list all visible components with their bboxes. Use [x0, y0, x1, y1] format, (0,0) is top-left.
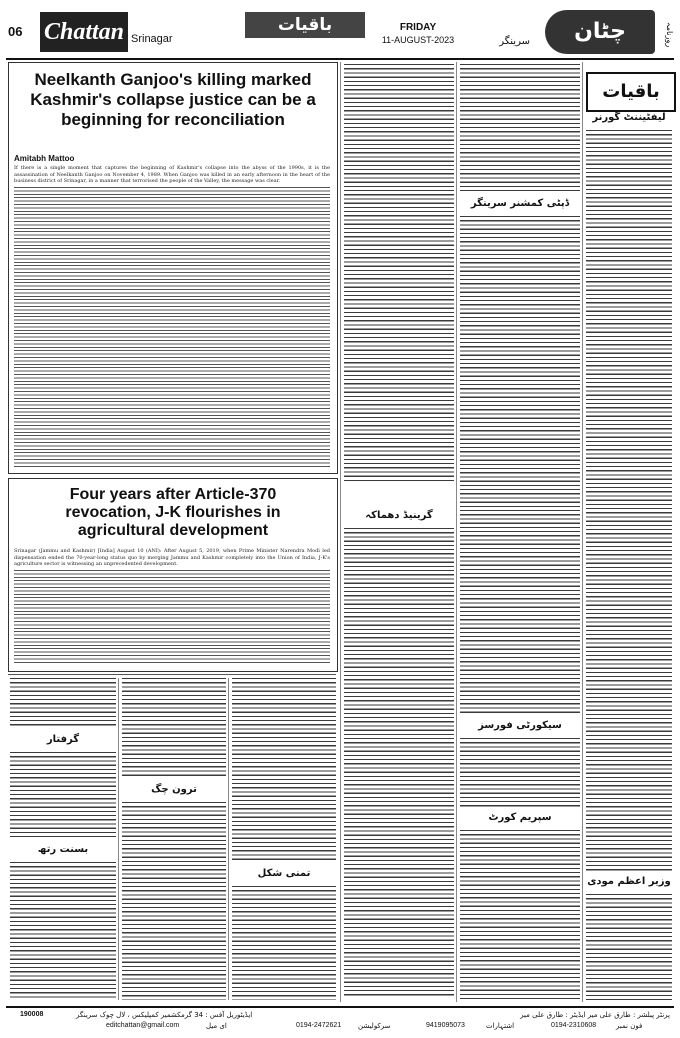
article-lead-neelkanth: If there is a single moment that captures the beginning of Kashmir's collapse into the abyss of the 1990s, it is the assassination of Neelkanth Ganjoo on November 4, 1989. When Ganjoo was killed in an early afternoon in the heart of the business district of Srinagar, in a manner that terrorised the people of the Valley, the message was clear. — [14, 165, 330, 185]
urdu-text-block — [344, 528, 454, 998]
footer-bar — [6, 1006, 674, 1034]
page-number: 06 — [8, 24, 23, 39]
footer-address: ایڈیٹوریل آفس : 34 گرمکشمیر کمپلیکس ، لال چوک سرینگر — [76, 1011, 253, 1019]
subhead-tamni-shakal: تمنی شکل — [257, 868, 311, 879]
urdu-text-block — [10, 678, 116, 728]
urdu-text-block — [460, 216, 580, 716]
headline-article370: Four years after Article-370 revocation, J-K flourishes in agricultural development — [65, 486, 281, 539]
logo-english: Chattan — [40, 12, 128, 52]
section-title: باقیات — [245, 12, 365, 38]
footer-phone-label: فون نمبر — [616, 1022, 643, 1030]
urdu-text-block — [232, 678, 336, 863]
column-rule — [340, 62, 341, 1002]
footer-ads-label: اشتہارات — [486, 1022, 515, 1030]
column-rule — [118, 678, 119, 1000]
daily-label-urdu: روزنامہ — [665, 22, 674, 48]
urdu-text-block — [344, 64, 454, 484]
urdu-text-block — [10, 752, 116, 838]
urdu-text-block — [586, 894, 672, 1000]
section-rule — [8, 674, 336, 675]
sidebar-title-baqiyat: باقیات — [586, 72, 676, 112]
city-urdu: سرینگر — [499, 36, 530, 47]
urdu-text-block — [122, 802, 226, 1000]
article-body-neelkanth — [14, 187, 330, 467]
footer-email-label: ای میل — [206, 1022, 227, 1030]
subhead-supreme-court: سپریم کورٹ — [488, 812, 552, 823]
city-english: Srinagar — [131, 33, 173, 45]
footer-phone-1: 0194-2310608 — [551, 1022, 597, 1029]
day-label: FRIDAY — [399, 22, 437, 33]
footer-email[interactable]: editchattan@gmail.com — [106, 1022, 180, 1029]
column-rule — [456, 62, 457, 1002]
column-rule — [582, 62, 583, 1002]
headline-neelkanth: Neelkanth Ganjoo's killing marked Kashmir's collapse justice can be a beginning for reconciliation — [30, 70, 316, 129]
urdu-text-block — [460, 830, 580, 1000]
subhead-giraftar: گرفتار — [46, 734, 80, 745]
subhead-security-forces: سیکورٹی فورسز — [478, 720, 562, 731]
urdu-text-block — [586, 130, 672, 872]
column-rule — [228, 678, 229, 1000]
urdu-text-block — [122, 678, 226, 778]
footer-pin: 190008 — [20, 1011, 44, 1018]
footer-phone-2: 9419095073 — [426, 1022, 465, 1029]
subhead-dc-srinagar: ڈپٹی کمشنر سرینگر — [470, 198, 570, 209]
urdu-text-block — [10, 862, 116, 1000]
urdu-text-block — [232, 886, 336, 1000]
article-body-article370 — [14, 570, 330, 665]
footer-printer: پرنٹر پبلشر : طارق علی میر ایڈیٹر : طارق علی میر — [520, 1011, 670, 1019]
byline-neelkanth: Amitabh Mattoo — [14, 154, 75, 163]
subhead-grenade: گرینیڈ دھماکہ — [365, 510, 433, 521]
urdu-text-block — [460, 64, 580, 194]
subhead-tarun-chugh: ترون چگ — [151, 784, 197, 795]
footer-phone-3: 0194-2472621 — [296, 1022, 342, 1029]
subhead-pm-modi: وزیر اعظم مودی — [587, 876, 671, 887]
urdu-text-block — [460, 738, 580, 808]
logo-urdu: چٹان — [545, 10, 655, 54]
article-lead-article370: Srinagar (Jammu and Kashmir) [India] August 10 (ANI): After August 5, 2019, when Prime Minister Narendra Modi led dispensation ended the 70-year-long status quo by merging Jammu and Kashmir completely into the Union of India, J-K's agriculture sector is witnessing an unprecedented development. — [14, 548, 330, 568]
subhead-lt-governor: لیفٹیننٹ گورنر — [592, 112, 666, 123]
footer-office-label: سرکولیشن — [358, 1022, 391, 1030]
subhead-basant-rath: بسنت رتھ — [37, 844, 89, 855]
date-label: 11-AUGUST-2023 — [381, 35, 455, 45]
